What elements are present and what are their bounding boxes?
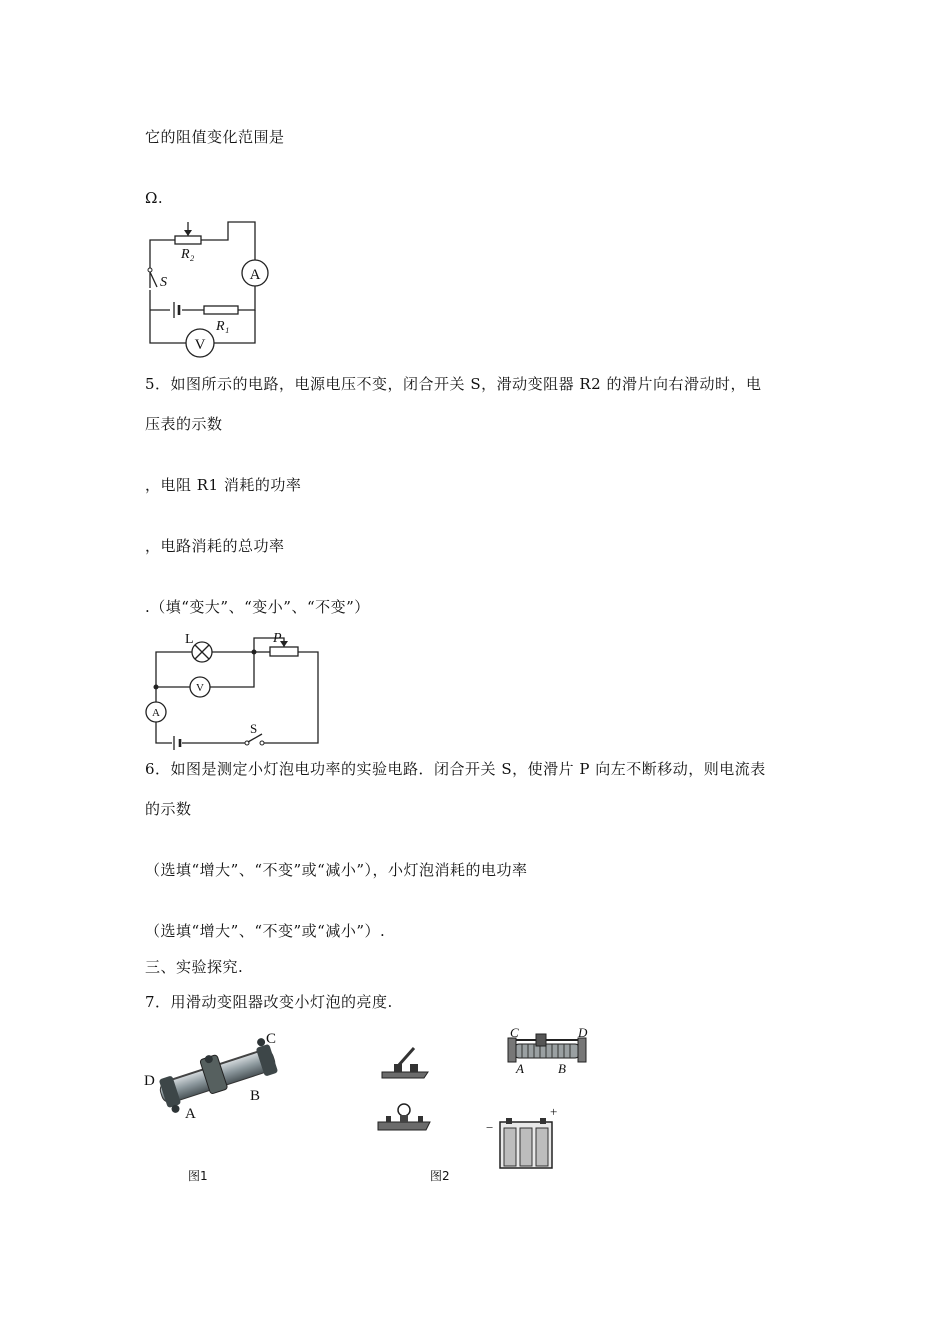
figure2-rheostat-icon [508, 1034, 586, 1062]
circuit1-s-label: S [160, 275, 167, 290]
figure2-battery-icon [500, 1118, 552, 1168]
q5-line-1: 5．如图所示的电路，电源电压不变，闭合开关 S，滑动变阻器 R2 的滑片向右滑动时，电 [145, 375, 762, 393]
q4-line-2: Ω. [145, 189, 164, 207]
q5-line-4: ，电路消耗的总功率 [145, 537, 285, 555]
figure2-plus-sign: + [550, 1104, 558, 1119]
q5-line-5: .（填“变大”、“变小”、“不变”） [145, 598, 370, 616]
q4-line-1: 它的阻值变化范围是 [145, 128, 285, 146]
circuit1-r2-label: R₂ [181, 247, 195, 262]
circuit-diagram-1 [140, 218, 280, 358]
figure1-label-a: A [185, 1106, 196, 1122]
figure1-rheostat-image [142, 1025, 302, 1125]
figure2-bulb-icon [378, 1104, 430, 1130]
figure2-label-b: B [558, 1061, 566, 1076]
circuit1-ammeter-label: A [249, 267, 261, 283]
figure1-label-d: D [144, 1073, 155, 1089]
figure1-label-c: C [266, 1031, 277, 1047]
q5-line-2: 压表的示数 [145, 415, 223, 433]
figure1-label-b: B [250, 1088, 261, 1104]
q5-line-3: ，电阻 R1 消耗的功率 [145, 476, 302, 494]
q6-line-4: （选填“增大”、“不变”或“减小”）. [145, 922, 386, 940]
figure2-label-a: A [516, 1061, 524, 1076]
figure2-label-d: D [578, 1025, 588, 1040]
circuit2-ammeter-label: A [152, 707, 160, 719]
figure2-label-c: C [510, 1025, 519, 1040]
q6-line-2: 的示数 [145, 800, 192, 818]
figure2-switch-icon [382, 1048, 428, 1078]
figure1-caption: 图1 [188, 1169, 208, 1183]
circuit1-voltmeter-label: V [194, 337, 206, 353]
circuit1-r1-label: R₁ [216, 319, 230, 334]
q7-line-1: 7．用滑动变阻器改变小灯泡的亮度. [145, 993, 393, 1011]
circuit2-lamp-label: L [185, 632, 194, 647]
circuit2-voltmeter-label: V [196, 682, 204, 694]
q6-line-3: （选填“增大”、“不变”或“减小”），小灯泡消耗的电功率 [145, 861, 528, 879]
figure2-minus-sign: − [486, 1120, 494, 1135]
figure2-caption: 图2 [430, 1169, 450, 1183]
circuit2-switch-label: S [250, 721, 258, 736]
q6-line-1: 6．如图是测定小灯泡电功率的实验电路．闭合开关 S，使滑片 P 向左不断移动，则电流表 [145, 760, 766, 778]
circuit2-slider-label: P [273, 631, 282, 646]
figure2-components-image [372, 1022, 612, 1172]
section3-title: 三、实验探究. [145, 958, 244, 976]
circuit-diagram-2 [145, 628, 330, 748]
